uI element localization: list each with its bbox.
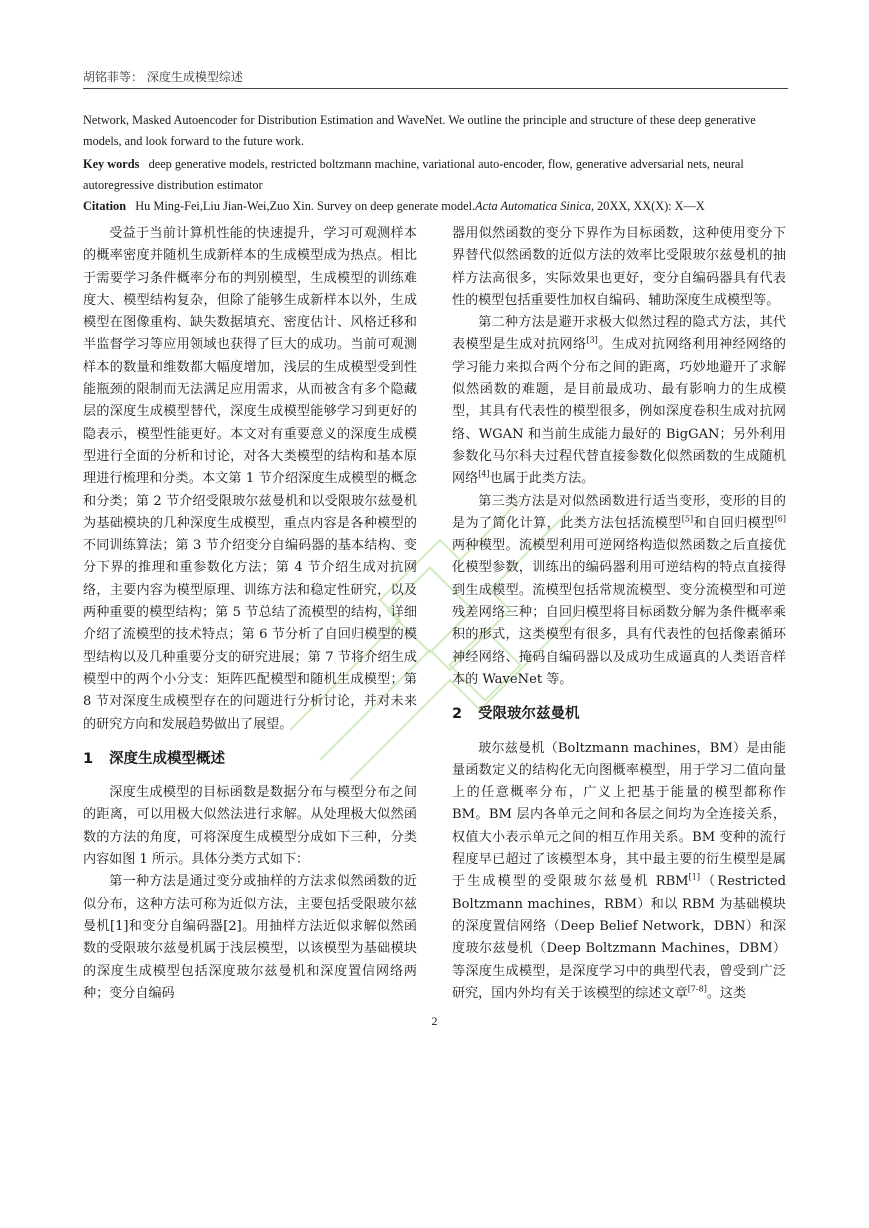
bm-text-c: 。这类 xyxy=(706,985,747,1001)
section-1-number: 1 xyxy=(83,750,94,767)
ref-4: [4] xyxy=(478,469,490,479)
intro-paragraph: 受益于当前计算机性能的快速提升，学习可观测样本的概率密度并随机生成新样本的生成模型成为热点。相比于需要学习条件概率分布的判别模型，生成模型的训练难度大、模型结构复杂，但除了能够生成新样本以外，生成模型在图像重构、缺失数据填充、密度估计、风格迁移和半监督学习等应用领域也获得了巨大的成功。当前可观测样本的数量和维数都大幅度增加，浅层的生成模型受到性能瓶颈的限制而无法满足应用需求，从而被含有多个隐藏层的深度生成模型替代，深度生成模型能够学习到更好的隐表示，模型性能更好。本文对有重要意义的深度生成模型进行全面的分析和讨论，对各大类模型的结构和基本原理进行梳理和分类。本文第 1 节介绍深度生成模型的概念和分类；第 2 节介绍受限玻尔兹曼机和以受限玻尔兹曼机为基础模块的几种深度生成模型，重点内容是各种模型的不同训练算法；第 3 节介绍变分自编码器的基本结构、变分下界的推理和重参数化方法；第 4 节介绍生成对抗网络，主要内容为模型原理、训练方法和稳定性研究，以及两种重要的模型结构；第 5 节总结了流模型的结构，详细介绍了流模型的技术特点；第 6 节分析了自回归模型的模型结构以及几种重要分支的研究进展；第 7 节将介绍生成模型中的两个小分支：矩阵匹配模型和随机生成模型；第 8 节对深度生成模型存在的问题进行分析讨论，并对未来的研究方向和发展趋势做出了展望。 xyxy=(83,226,417,732)
right-column xyxy=(452,223,786,1005)
running-header: 胡铭菲等： 深度生成模型综述 xyxy=(83,70,243,84)
abstract-tail: Network, Masked Autoencoder for Distribution Estimation and WaveNet. We outline the principle and structure of these deep generative models, and look forward to the future work. xyxy=(83,113,756,148)
section-2-heading xyxy=(452,703,786,725)
section-1-paragraph-2: 第一种方法是通过变分或抽样的方法求似然函数的近似分布，这种方法可称为近似方法，主要包括受限玻尔兹曼机[1]和变分自编码器[2]。用抽样方法近似求解似然函数的受限玻尔兹曼机属于浅层模型，以该模型为基础模块的深度生成模型包括深度玻尔兹曼机和深度置信网络两种；变分自编码 xyxy=(83,874,417,1001)
flow-text-a: 第三类方法是对似然函数进行适当变形，变形的目的是为了简化计算，此类方法包括流模型 xyxy=(452,493,786,531)
continued-paragraph: 器用似然函数的变分下界作为目标函数，这种使用变分下界替代似然函数的近似方法的效率比受限玻尔兹曼机的抽样方法高很多，实际效果也更好，变分自编码器具有代表性的模型包括重要性加权自编码、辅助深度生成模型等。 xyxy=(452,226,786,308)
citation-line xyxy=(83,196,788,217)
citation-label: Citation xyxy=(83,199,127,213)
keywords-text: deep generative models, restricted boltzmann machine, variational auto-encoder, flow, generative adversarial nets, neural autoregressive distribution estimator xyxy=(83,157,744,192)
flow-text-b: 和自回归模型 xyxy=(693,515,775,531)
section-1-title: 深度生成模型概述 xyxy=(109,750,225,767)
gan-text-b: 。生成对抗网络利用神经网络的学习能力来拟合两个分布之间的距离，巧妙地避开了求解似然函数的难题，是目前最成功、最有影响力的生成模型，其具有代表性的模型很多，例如深度卷积生成对抗网络、WGAN 和当前生成能力最好的 BigGAN；另外利用参数化马尔科夫过程代替直接参数化似然函数的生成随机网络 xyxy=(452,337,787,487)
section-2-number: 2 xyxy=(452,706,463,723)
citation-tail: , 20XX, XX(X): X—X xyxy=(591,199,705,213)
citation-journal: Acta Automatica Sinica xyxy=(475,199,591,213)
header-rule xyxy=(83,88,788,89)
ref-5: [5] xyxy=(681,514,694,524)
ref-1: [1] xyxy=(688,872,700,882)
flow-text-c: 两种模型。流模型利用可逆网络构造似然函数之后直接优化模型参数，训练出的编码器利用可逆结构的特点直接得到生成模型。流模型包括常规流模型、变分流模型和可逆残差网络三种；自回归模型将目标函数分解为条件概率乘积的形式，这类模型有很多，具有代表性的包括像素循环神经网络、掩码自编码器以及成功生成逼真的人类语音样本的 WaveNet 等。 xyxy=(452,538,786,687)
keywords-label: Key words xyxy=(83,157,140,171)
ref-7-8: [7-8] xyxy=(687,984,707,994)
section-1-paragraph-1: 深度生成模型的目标函数是数据分布与模型分布之间的距离，可以用极大似然法进行求解。从处理极大似然函数的方法的角度，可将深度生成模型分成如下三种，分类内容如图 1 所示。具体分类方式如下： xyxy=(83,785,417,868)
ref-6: [6] xyxy=(774,514,787,524)
ref-3: [3] xyxy=(586,336,598,346)
gan-text-c: 也属于此类方法。 xyxy=(489,471,595,487)
keywords-line xyxy=(83,154,788,196)
citation-text: Hu Ming-Fei,Liu Jian-Wei,Zuo Xin. Survey on deep generate model. xyxy=(135,199,476,213)
page-number: 2 xyxy=(431,1014,438,1028)
flow-paragraph xyxy=(452,491,786,692)
section-1-heading xyxy=(83,748,417,770)
gan-text-a: 第二种方法是避开求极大似然过程的隐式方法，其代表模型是生成对抗网络 xyxy=(452,315,786,353)
bm-text-a: 玻尔兹曼机（Boltzmann machines，BM）是由能量函数定义的结构化无向图概率模型，用于学习二值向量上的任意概率分布，广义上把基于能量的模型都称作 BM。BM 层内各单元之间和各层之间均为全连接关系，权值大小表示单元之间的相互作用关系。BM 变种的流行程度早已超过了该模型本身，其中最主要的衍生模型是属于生成模型的受限玻尔兹曼机 RBM xyxy=(452,740,786,890)
bm-text-b: （Restricted Boltzmann machines，RBM）和以 RBM 为基础模块的深度置信网络（Deep Belief Network，DBN）和深度玻尔兹曼机（Deep Boltzmann Machines，DBM）等深度生成模型，是深度学习中的典型代表，曾受到广泛研究，国内外均有关于该模型的综述文章 xyxy=(452,874,786,1001)
section-2-paragraph-1 xyxy=(452,738,786,1006)
left-column xyxy=(83,223,417,1005)
section-2-title: 受限玻尔兹曼机 xyxy=(478,706,580,723)
abstract-block xyxy=(83,110,788,217)
gan-paragraph xyxy=(452,312,786,490)
